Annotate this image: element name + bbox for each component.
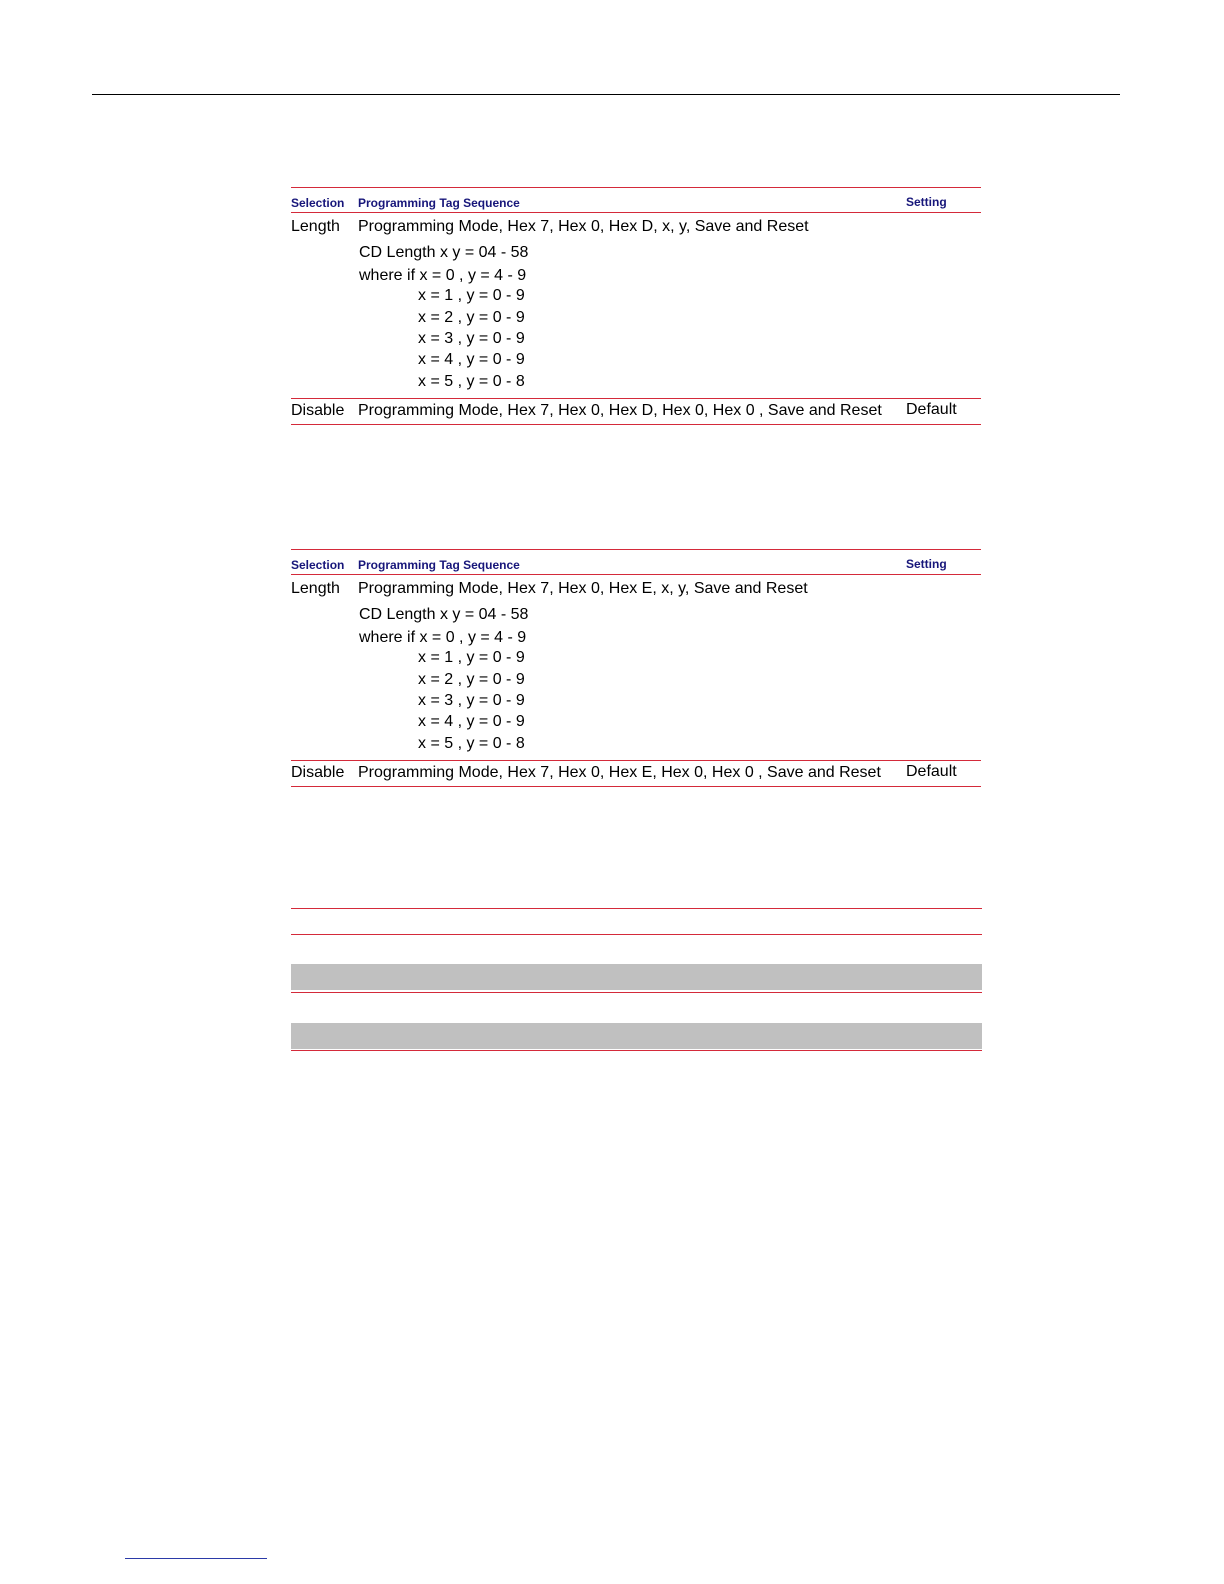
length-sequence: Programming Mode, Hex 7, Hex 0, Hex E, x, y, Save and Reset [358,580,808,597]
header-bottom-rule [291,934,982,935]
table-top-rule [291,187,981,188]
header-selection: Selection [291,558,345,572]
programming-table-1 [291,187,981,427]
range-line: x = 3 , y = 0 - 9 [418,692,525,709]
table-top-rule [291,549,981,550]
disable-label: Disable [291,764,345,781]
length-sequence: Programming Mode, Hex 7, Hex 0, Hex D, x, y, Save and Reset [358,218,809,235]
cd-length-range: CD Length x y = 04 - 58 [359,244,529,261]
programming-table-2 [291,549,981,789]
range-line: x = 4 , y = 0 - 9 [418,351,525,368]
disable-sequence: Programming Mode, Hex 7, Hex 0, Hex E, Hex 0, Hex 0 , Save and Reset [358,764,881,781]
disable-sequence: Programming Mode, Hex 7, Hex 0, Hex D, Hex 0, Hex 0 , Save and Reset [358,402,882,419]
range-line: x = 2 , y = 0 - 9 [418,309,525,326]
where-line: where if x = 0 , y = 4 - 9 [359,629,527,646]
header-bottom-rule [291,212,981,213]
page-header-rule [92,94,1120,95]
range-line: x = 5 , y = 0 - 8 [418,735,525,752]
row-divider [291,760,981,761]
table-bottom-rule [291,1050,982,1051]
header-selection: Selection [291,196,345,210]
range-line: x = 3 , y = 0 - 9 [418,330,525,347]
disable-setting: Default [906,763,957,780]
table-bottom-rule [291,424,981,425]
range-line: x = 4 , y = 0 - 9 [418,713,525,730]
header-setting: Setting [906,195,947,209]
row-divider [291,398,981,399]
where-line: where if x = 0 , y = 4 - 9 [359,267,527,284]
disable-setting: Default [906,401,957,418]
table-top-rule [291,908,982,909]
header-bottom-rule [291,574,981,575]
range-line: x = 1 , y = 0 - 9 [418,649,525,666]
range-line: x = 5 , y = 0 - 8 [418,373,525,390]
header-setting: Setting [906,557,947,571]
cd-length-range: CD Length x y = 04 - 58 [359,606,529,623]
row-divider [291,992,982,993]
length-label: Length [291,218,340,235]
footer-link-underline [125,1558,267,1559]
header-sequence: Programming Tag Sequence [358,558,520,572]
length-label: Length [291,580,340,597]
shaded-row [291,964,982,990]
shaded-row [291,1023,982,1049]
disable-label: Disable [291,402,345,419]
range-line: x = 2 , y = 0 - 9 [418,671,525,688]
table-bottom-rule [291,786,981,787]
range-line: x = 1 , y = 0 - 9 [418,287,525,304]
header-sequence: Programming Tag Sequence [358,196,520,210]
